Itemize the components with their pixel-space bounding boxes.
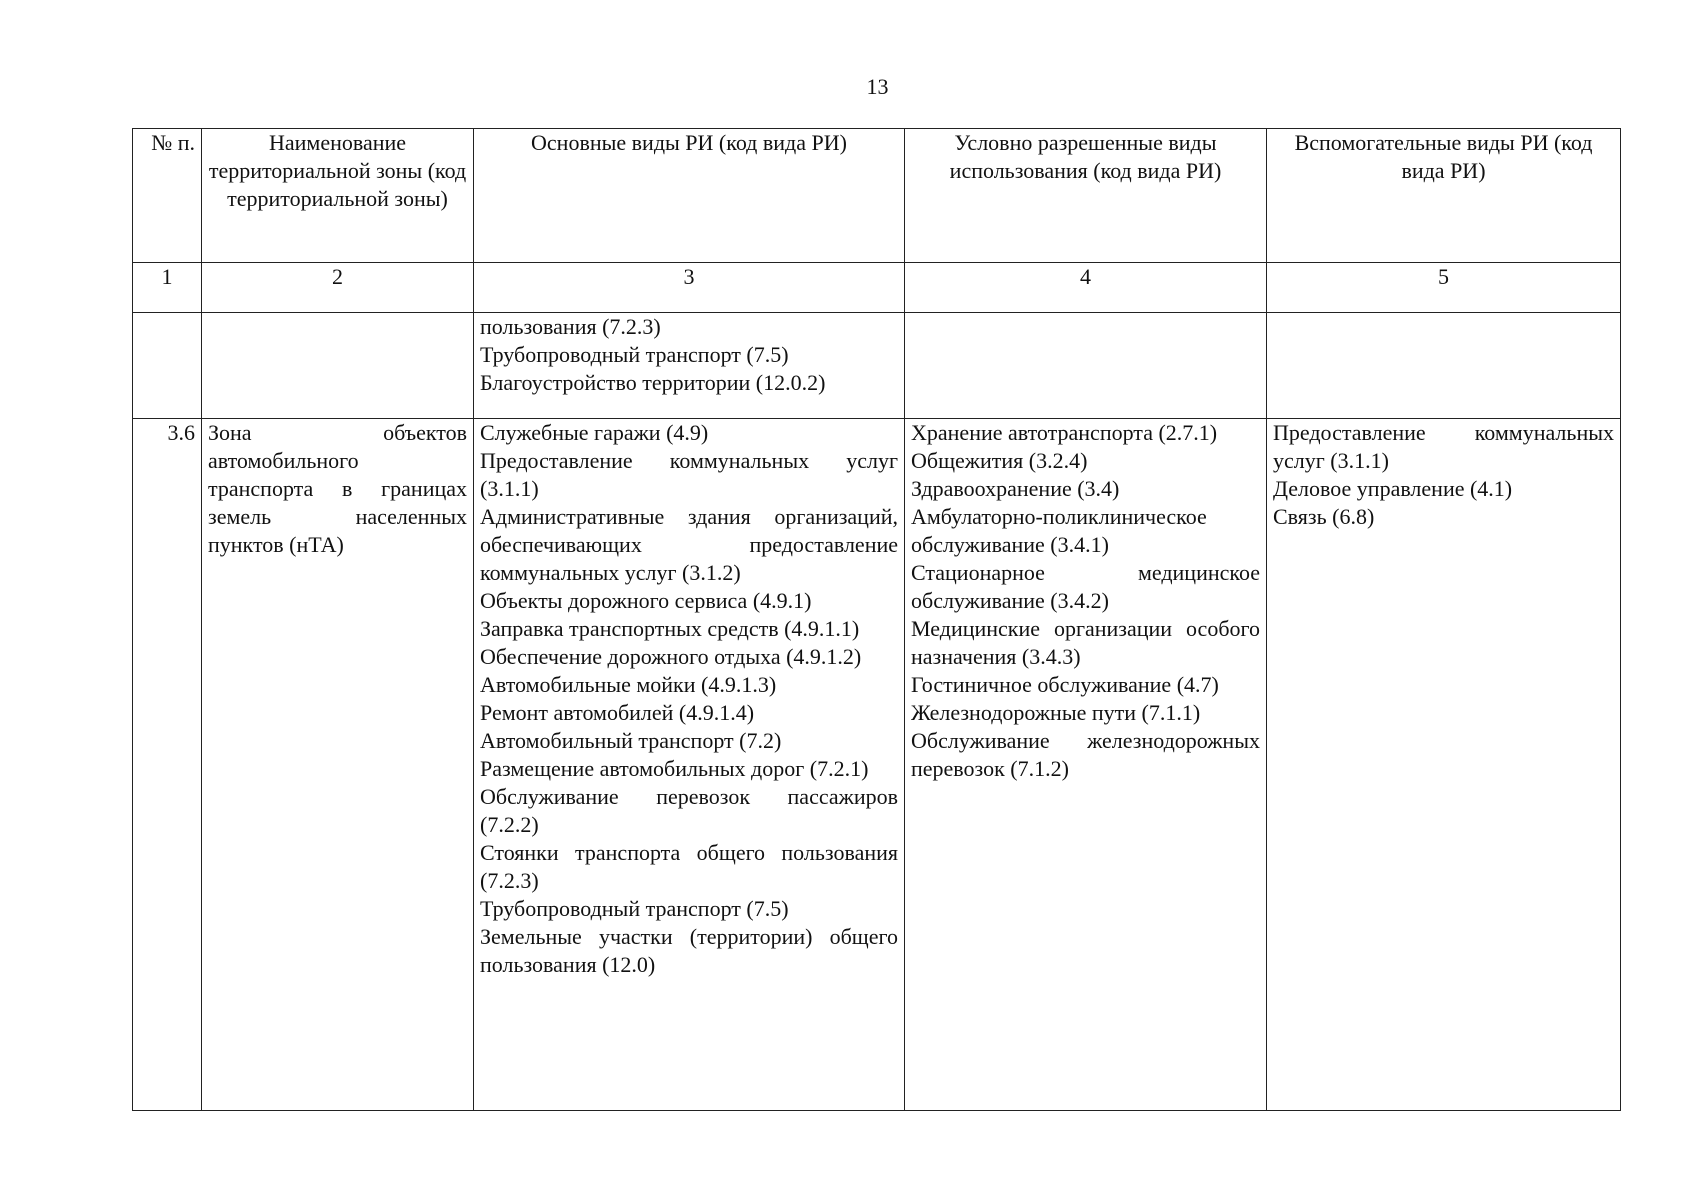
column-number: 2: [202, 263, 474, 313]
list-item: Трубопроводный транспорт (7.5): [480, 342, 789, 367]
list-item: Медицинские организации особого назначения (3.4.3): [911, 616, 1260, 669]
list-item: Служебные гаражи (4.9): [480, 420, 709, 445]
list-item: Административные здания организаций, обеспечивающих предоставление коммунальных услуг (3.1.2): [480, 504, 898, 585]
list-item: Заправка транспортных средств (4.9.1.1): [480, 616, 860, 641]
list-item: Стационарное медицинское обслуживание (3.4.2): [911, 560, 1260, 613]
continued-row: [133, 313, 1621, 419]
list-item: Обеспечение дорожного отдыха (4.9.1.2): [480, 644, 862, 669]
table-header-row: [133, 129, 1621, 263]
list-item: Автомобильные мойки (4.9.1.3): [480, 672, 777, 697]
list-item: Гостиничное обслуживание (4.7): [911, 672, 1219, 697]
list-item: Трубопроводный транспорт (7.5): [480, 896, 789, 921]
list-item: Общежития (3.2.4): [911, 448, 1088, 473]
list-item: Амбулаторно-поликлиническое обслуживание (3.4.1): [911, 504, 1207, 557]
list-item: Земельные участки (территории) общего пользования (12.0): [480, 924, 898, 977]
auxiliary-uses-cell: [1267, 419, 1621, 1111]
list-item: Объекты дорожного сервиса (4.9.1): [480, 588, 812, 613]
list-item: Обслуживание железнодорожных перевозок (7.1.2): [911, 728, 1260, 781]
list-item: Обслуживание перевозок пассажиров (7.2.2): [480, 784, 898, 837]
table-row: [133, 419, 1621, 1111]
header-zone-name: Наименование территориальной зоны (код территориальной зоны): [202, 129, 474, 263]
list-item: Стоянки транспорта общего пользования (7.2.3): [480, 840, 898, 893]
list-item: Предоставление коммунальных услуг (3.1.1): [1273, 420, 1614, 473]
list-item: Размещение автомобильных дорог (7.2.1): [480, 756, 869, 781]
continued-empty-cell: [133, 313, 202, 419]
column-number: 3: [474, 263, 905, 313]
continued-empty-cell: [905, 313, 1267, 419]
main-uses-cell: [474, 419, 905, 1111]
header-main-uses: Основные виды РИ (код вида РИ): [474, 129, 905, 263]
continued-main-uses: [474, 313, 905, 419]
column-number-row: [133, 263, 1621, 313]
list-item: Железнодорожные пути (7.1.1): [911, 700, 1201, 725]
list-item: Хранение автотранспорта (2.7.1): [911, 420, 1218, 445]
header-number: № п.: [133, 129, 202, 263]
zone-name: Зона объектов автомобильного транспорта в границах земель населенных пунктов (нТА): [202, 419, 474, 1111]
list-item: Автомобильный транспорт (7.2): [480, 728, 782, 753]
column-number: 1: [133, 263, 202, 313]
header-auxiliary-uses: Вспомогательные виды РИ (код вида РИ): [1267, 129, 1621, 263]
row-number: 3.6: [133, 419, 202, 1111]
column-number: 4: [905, 263, 1267, 313]
conditional-uses-cell: [905, 419, 1267, 1111]
zones-table: [132, 128, 1621, 1111]
list-item: Здравоохранение (3.4): [911, 476, 1120, 501]
page-number: 13: [866, 74, 889, 99]
continued-empty-cell: [202, 313, 474, 419]
list-item: Связь (6.8): [1273, 504, 1375, 529]
list-item: Предоставление коммунальных услуг (3.1.1): [480, 448, 898, 501]
continued-empty-cell: [1267, 313, 1621, 419]
list-item: Деловое управление (4.1): [1273, 476, 1513, 501]
list-item: Благоустройство территории (12.0.2): [480, 370, 826, 395]
column-number: 5: [1267, 263, 1621, 313]
header-conditional-uses: Условно разрешенные виды использования (код вида РИ): [905, 129, 1267, 263]
list-item: Ремонт автомобилей (4.9.1.4): [480, 700, 755, 725]
list-item: пользования (7.2.3): [480, 314, 661, 339]
